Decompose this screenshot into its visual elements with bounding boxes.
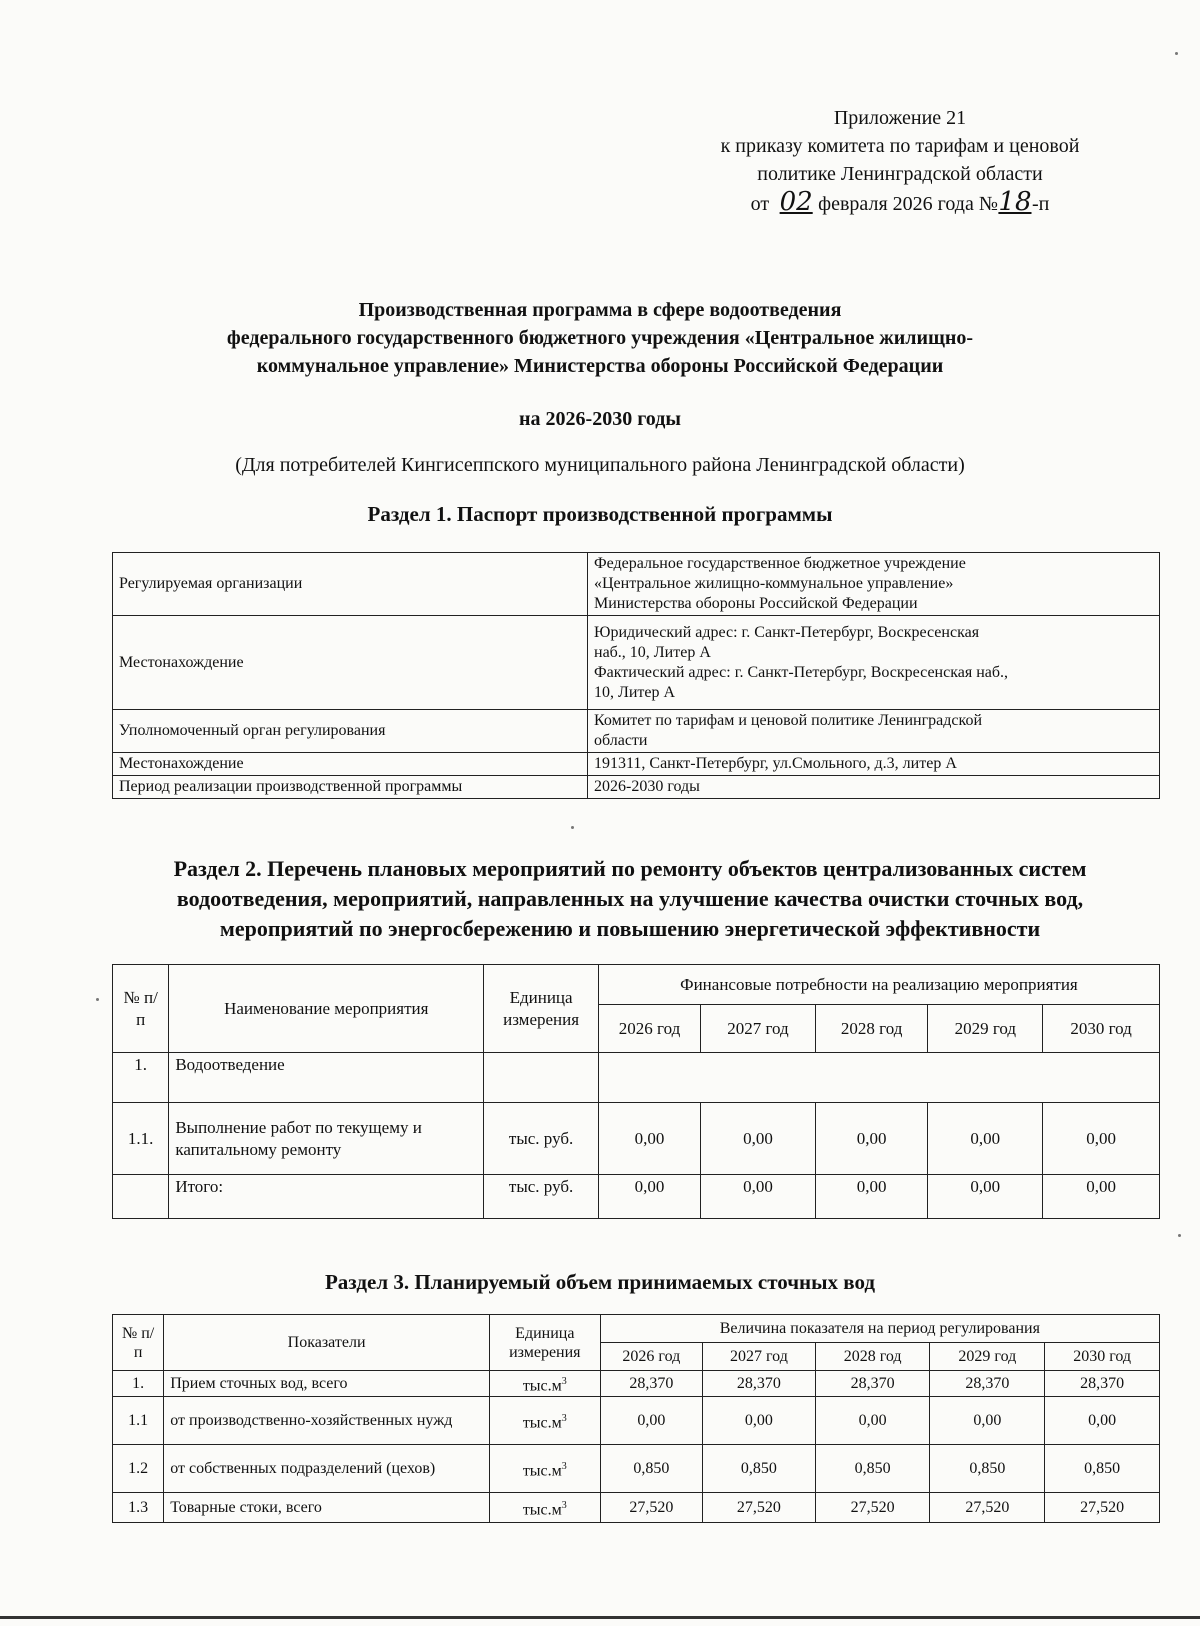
date-prefix: от — [750, 193, 770, 215]
title-line1: Производственная программа в сфере водоотведения — [358, 299, 842, 321]
unit-exponent: 3 — [561, 1413, 567, 1425]
volume-year-header: 2028 год — [815, 1343, 930, 1371]
program-years: на 2026-2030 годы — [519, 408, 681, 430]
volume-num: 1. — [113, 1371, 164, 1397]
volume-unit — [489, 1445, 600, 1493]
measures-table — [112, 964, 1160, 1219]
appendix-line3: политике Ленинградской области — [757, 163, 1043, 185]
volume-value: 28,370 — [815, 1371, 930, 1397]
measures-year-header: 2029 год — [928, 1005, 1043, 1053]
volume-value: 0,00 — [703, 1397, 816, 1445]
volume-value: 0,00 — [1045, 1397, 1160, 1445]
section1-heading: Раздел 1. Паспорт производственной программы — [367, 502, 833, 526]
passport-value-line: 191311, Санкт-Петербург, ул.Смольного, д.3, литер А — [594, 755, 957, 772]
measures-value: 0,00 — [701, 1103, 816, 1175]
volume-row — [113, 1493, 1160, 1523]
unit-base: тыс.м — [522, 1501, 562, 1519]
volume-header-num: № п/п — [113, 1315, 164, 1371]
section2-heading-line3: мероприятий по энергосбережению и повышению энергетической эффективности — [219, 916, 1041, 941]
volume-row — [113, 1445, 1160, 1493]
volume-value: 27,520 — [815, 1493, 930, 1523]
passport-table — [112, 552, 1160, 799]
measures-value: 0,00 — [1043, 1103, 1160, 1175]
volume-header-name: Показатели — [164, 1315, 490, 1371]
title-line2: федерального государственного бюджетного учреждения «Центральное жилищно- — [226, 327, 974, 349]
measures-value: 0,00 — [598, 1103, 700, 1175]
measures-header-unit: Единица измерения — [484, 965, 599, 1053]
appendix-date — [640, 188, 1160, 218]
volume-header-period: Величина показателя на период регулирования — [600, 1315, 1159, 1343]
measures-num: 1.1. — [113, 1103, 169, 1175]
number-prefix: № — [978, 193, 998, 215]
section2-heading-line2: водоотведения, мероприятий, направленных на улучшение качества очистки сточных вод, — [176, 886, 1084, 911]
volume-value: 0,00 — [815, 1397, 930, 1445]
passport-value — [588, 776, 1160, 799]
passport-value-line: 2026-2030 годы — [594, 778, 700, 795]
unit-exponent: 3 — [561, 1461, 567, 1473]
scan-speck — [1178, 1234, 1181, 1237]
measures-name: Итого: — [169, 1175, 484, 1219]
volume-value: 0,850 — [930, 1445, 1045, 1493]
measures-year-header: 2026 год — [598, 1005, 700, 1053]
scan-speck — [571, 826, 574, 829]
volume-name: от собственных подразделений (цехов) — [164, 1445, 490, 1493]
volume-value: 0,850 — [703, 1445, 816, 1493]
volume-value: 0,850 — [600, 1445, 702, 1493]
volume-row — [113, 1397, 1160, 1445]
unit-base: тыс.м — [522, 1377, 562, 1395]
passport-label: Период реализации производственной программы — [113, 776, 588, 799]
passport-value — [588, 616, 1160, 710]
section2-heading — [100, 854, 1160, 944]
measures-value: 0,00 — [815, 1175, 928, 1219]
volume-header-unit: Единица измерения — [489, 1315, 600, 1371]
volume-value: 0,00 — [930, 1397, 1045, 1445]
section2-heading-line1: Раздел 2. Перечень плановых мероприятий по ремонту объектов централизованных систем — [173, 856, 1087, 881]
measures-year-header: 2030 год — [1043, 1005, 1160, 1053]
passport-value-line: области — [594, 732, 648, 749]
volume-body — [113, 1371, 1160, 1523]
passport-row — [113, 616, 1160, 710]
appendix-line1: Приложение 21 — [833, 107, 967, 129]
measures-name: Выполнение работ по текущему и капитальному ремонту — [169, 1103, 484, 1175]
volume-num: 1.1 — [113, 1397, 164, 1445]
measures-unit: тыс. руб. — [484, 1103, 599, 1175]
measures-year-header: 2028 год — [815, 1005, 928, 1053]
scan-speck — [96, 998, 99, 1001]
unit-exponent: 3 — [561, 1500, 567, 1512]
passport-row — [113, 710, 1160, 753]
measures-unit — [484, 1053, 599, 1103]
volume-value: 27,520 — [703, 1493, 816, 1523]
passport-value — [588, 553, 1160, 616]
number-suffix: -п — [1031, 193, 1050, 215]
measures-unit: тыс. руб. — [484, 1175, 599, 1219]
volume-value: 0,850 — [1045, 1445, 1160, 1493]
passport-value — [588, 710, 1160, 753]
volume-year-header: 2030 год — [1045, 1343, 1160, 1371]
volume-value: 27,520 — [1045, 1493, 1160, 1523]
volume-value: 28,370 — [1045, 1371, 1160, 1397]
measures-value: 0,00 — [928, 1103, 1043, 1175]
passport-value-line: Федеральное государственное бюджетное учреждение — [594, 555, 966, 572]
measures-num — [113, 1175, 169, 1219]
passport-value-line: «Центральное жилищно-коммунальное управление» — [594, 575, 954, 592]
section3-heading: Раздел 3. Планируемый объем принимаемых сточных вод — [324, 1270, 876, 1294]
measures-header-finance: Финансовые потребности на реализацию мероприятия — [598, 965, 1159, 1005]
passport-row — [113, 776, 1160, 799]
measures-header-name: Наименование мероприятия — [169, 965, 484, 1053]
passport-value — [588, 753, 1160, 776]
passport-value-line: наб., 10, Литер А — [594, 643, 711, 661]
measures-empty — [598, 1053, 1159, 1103]
measures-row — [113, 1175, 1160, 1219]
passport-value-line: Фактический адрес: г. Санкт-Петербург, Воскресенская наб., — [594, 663, 1009, 681]
volume-value: 28,370 — [703, 1371, 816, 1397]
volume-year-header: 2027 год — [703, 1343, 816, 1371]
volume-table — [112, 1314, 1160, 1523]
passport-row — [113, 753, 1160, 776]
unit-exponent: 3 — [561, 1376, 567, 1387]
scan-speck — [1175, 52, 1178, 55]
handwritten-number: 18 — [998, 187, 1032, 217]
passport-label: Уполномоченный орган регулирования — [113, 710, 588, 753]
title-line3: коммунальное управление» Министерства обороны Российской Федерации — [256, 355, 944, 377]
volume-unit — [489, 1371, 600, 1397]
volume-num: 1.3 — [113, 1493, 164, 1523]
volume-unit — [489, 1397, 600, 1445]
passport-value-line: 10, Литер А — [594, 683, 676, 701]
volume-name: Товарные стоки, всего — [164, 1493, 490, 1523]
passport-row — [113, 553, 1160, 616]
scan-edge-line — [0, 1616, 1200, 1619]
measures-body — [113, 1053, 1160, 1219]
measures-value: 0,00 — [701, 1175, 816, 1219]
volume-year-header: 2026 год — [600, 1343, 702, 1371]
volume-row — [113, 1371, 1160, 1397]
measures-row — [113, 1103, 1160, 1175]
volume-value: 28,370 — [600, 1371, 702, 1397]
volume-value: 27,520 — [600, 1493, 702, 1523]
measures-value: 0,00 — [928, 1175, 1043, 1219]
volume-num: 1.2 — [113, 1445, 164, 1493]
passport-label: Регулируемая организации — [113, 553, 588, 616]
passport-value-line: Министерства обороны Российской Федерации — [594, 595, 918, 612]
passport-value-line: Юридический адрес: г. Санкт-Петербург, Воскресенская — [594, 623, 980, 641]
appendix-line2: к приказу комитета по тарифам и ценовой — [720, 135, 1080, 157]
measures-num: 1. — [113, 1053, 169, 1103]
volume-value: 0,850 — [815, 1445, 930, 1493]
passport-value-line: Комитет по тарифам и ценовой политике Ленинградской — [594, 712, 983, 729]
measures-row — [113, 1053, 1160, 1103]
passport-label: Местонахождение — [113, 753, 588, 776]
volume-value: 0,00 — [600, 1397, 702, 1445]
measures-value: 0,00 — [1043, 1175, 1160, 1219]
passport-body — [113, 553, 1160, 799]
measures-name: Водоотведение — [169, 1053, 484, 1103]
volume-name: от производственно-хозяйственных нужд — [164, 1397, 490, 1445]
volume-year-header: 2029 год — [930, 1343, 1045, 1371]
consumers-note: (Для потребителей Кингисеппского муниципального района Ленинградской области) — [235, 454, 965, 476]
volume-name: Прием сточных вод, всего — [164, 1371, 490, 1397]
measures-value: 0,00 — [815, 1103, 928, 1175]
document-title — [80, 296, 1120, 380]
measures-year-header: 2027 год — [701, 1005, 816, 1053]
handwritten-day: 02 — [779, 187, 813, 217]
volume-value: 28,370 — [930, 1371, 1045, 1397]
measures-header-num: № п/п — [113, 965, 169, 1053]
volume-unit — [489, 1493, 600, 1523]
measures-value: 0,00 — [598, 1175, 700, 1219]
passport-label: Местонахождение — [113, 616, 588, 710]
date-month-year: февраля 2026 года — [818, 193, 974, 215]
unit-base: тыс.м — [522, 1462, 562, 1480]
appendix-block — [640, 104, 1160, 218]
volume-value: 27,520 — [930, 1493, 1045, 1523]
unit-base: тыс.м — [522, 1414, 562, 1432]
